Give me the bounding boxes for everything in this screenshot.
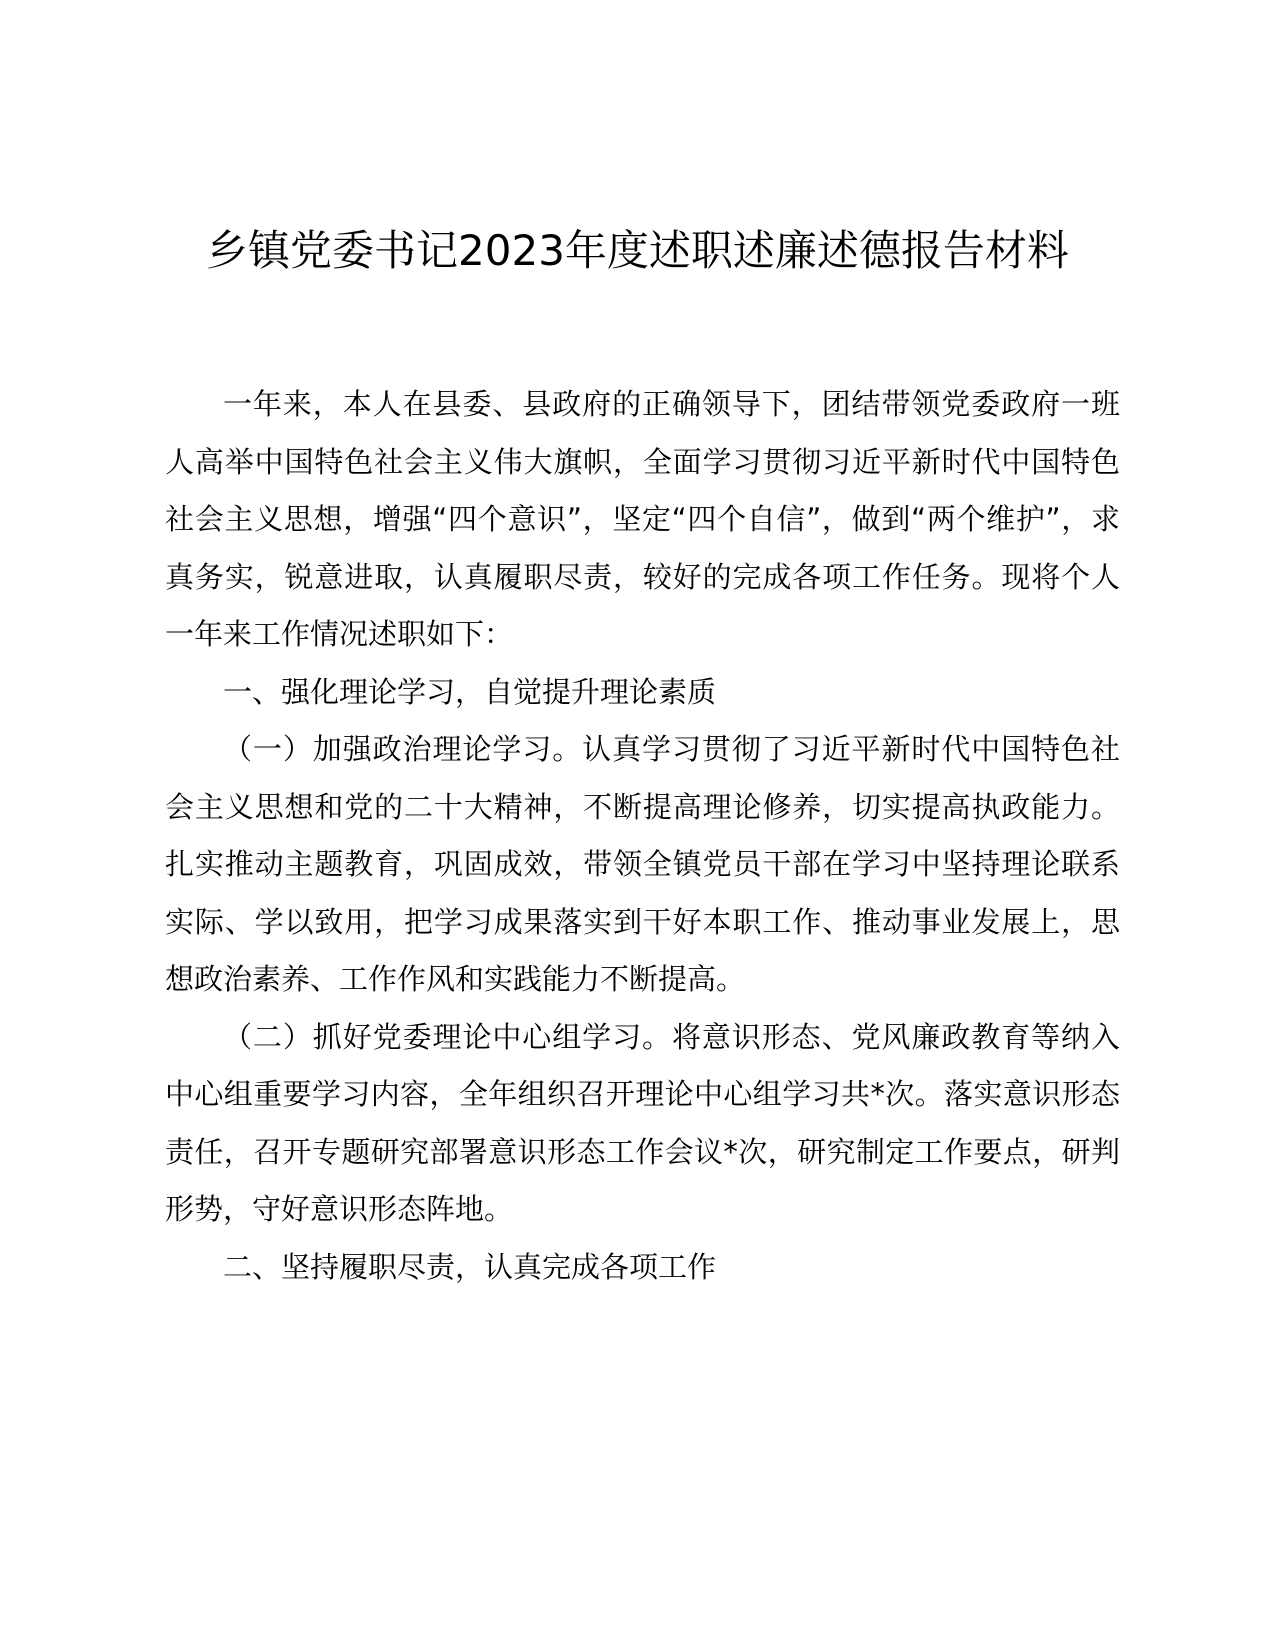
paragraph-1-2: （二）抓好党委理论中心组学习。将意识形态、党风廉政教育等纳入中心组重要学习内容，全年组织召开理论中心组学习共*次。落实意识形态责任，召开专题研究部署意识形态工作会议*次，研究制定工作要点，研判形势，守好意识形态阵地。	[165, 1019, 1120, 1226]
document-body	[165, 376, 1120, 1296]
paragraph-1-1: （一）加强政治理论学习。认真学习贯彻了习近平新时代中国特色社会主义思想和党的二十大精神，不断提高理论修养，切实提高执政能力。扎实推动主题教育，巩固成效，带领全镇党员干部在学习中坚持理论联系实际、学以致用，把学习成果落实到干好本职工作、推动事业发展上，思想政治素养、工作作风和实践能力不断提高。	[165, 732, 1120, 996]
section-heading-1: 一、强化理论学习，自觉提升理论素质	[223, 674, 717, 709]
document-title: 乡镇党委书记2023年度述职述廉述德报告材料	[206, 226, 1069, 275]
intro-paragraph: 一年来，本人在县委、县政府的正确领导下，团结带领党委政府一班人高举中国特色社会主义伟大旗帜，全面学习贯彻习近平新时代中国特色社会主义思想，增强“四个意识”，坚定“四个自信”，做到“两个维护”，求真务实，锐意进取，认真履职尽责，较好的完成各项工作任务。现将个人一年来工作情况述职如下：	[165, 387, 1120, 651]
section-heading-2: 二、坚持履职尽责，认真完成各项工作	[223, 1249, 717, 1284]
